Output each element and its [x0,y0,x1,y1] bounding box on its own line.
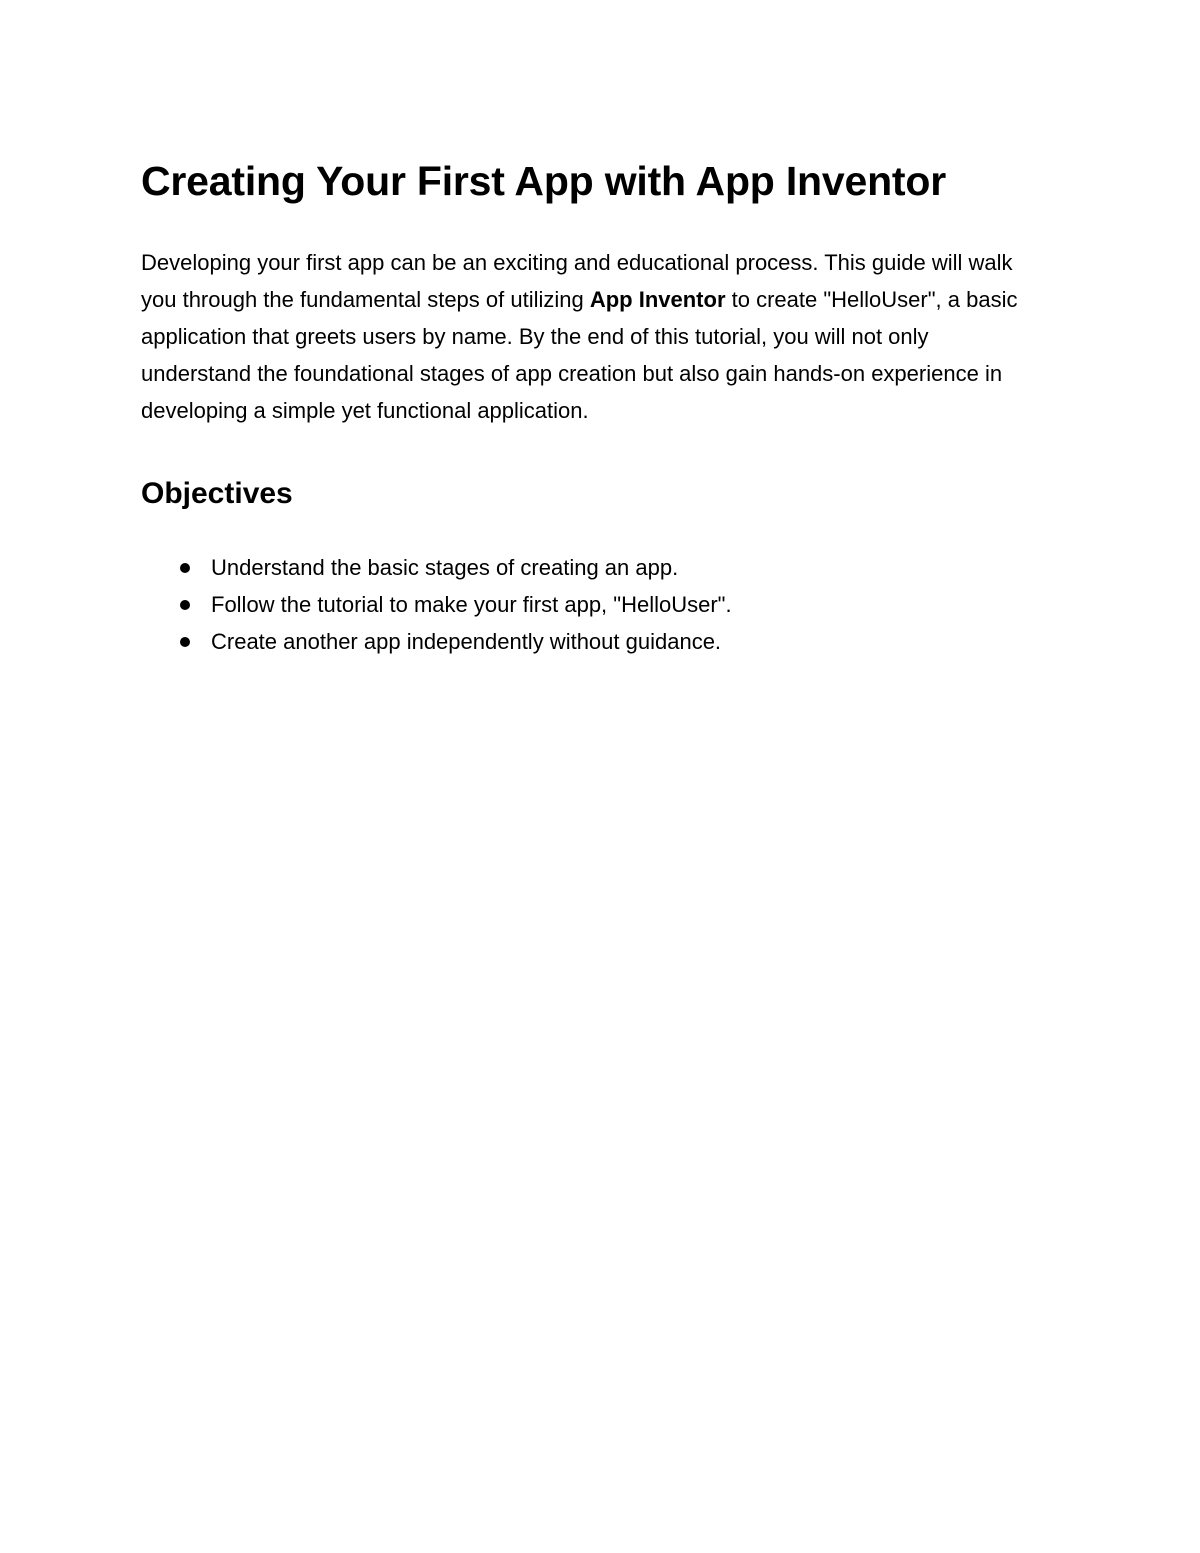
bullet-icon [180,637,190,647]
intro-text-end: to create "HelloUser", a basic application that greets users by name. By the end of this tutorial, you will not only understand the foundational stages of app creation but also gain hands-on experience in developing a simple yet functional application. [141,287,1018,423]
list-item [141,623,1041,660]
objectives-list [141,549,1041,660]
intro-bold-app-inventor: App Inventor [589,287,726,312]
document-page [141,150,1041,660]
intro-text-start: Developing your first app can be an exciting and educational process. This guide will walk you through the fundamental steps of utilizing [141,250,1013,312]
intro-paragraph [141,244,1041,429]
bullet-icon [180,563,190,573]
objective-text: Follow the tutorial to make your first app, "HelloUser". [211,592,732,617]
objective-text: Create another app independently without guidance. [211,629,722,654]
list-item [141,549,1041,586]
objective-text: Understand the basic stages of creating an app. [211,555,679,580]
page-title: Creating Your First App with App Inventor [141,158,946,204]
list-item [141,586,1041,623]
objectives-heading: Objectives [141,477,293,510]
bullet-icon [180,600,190,610]
